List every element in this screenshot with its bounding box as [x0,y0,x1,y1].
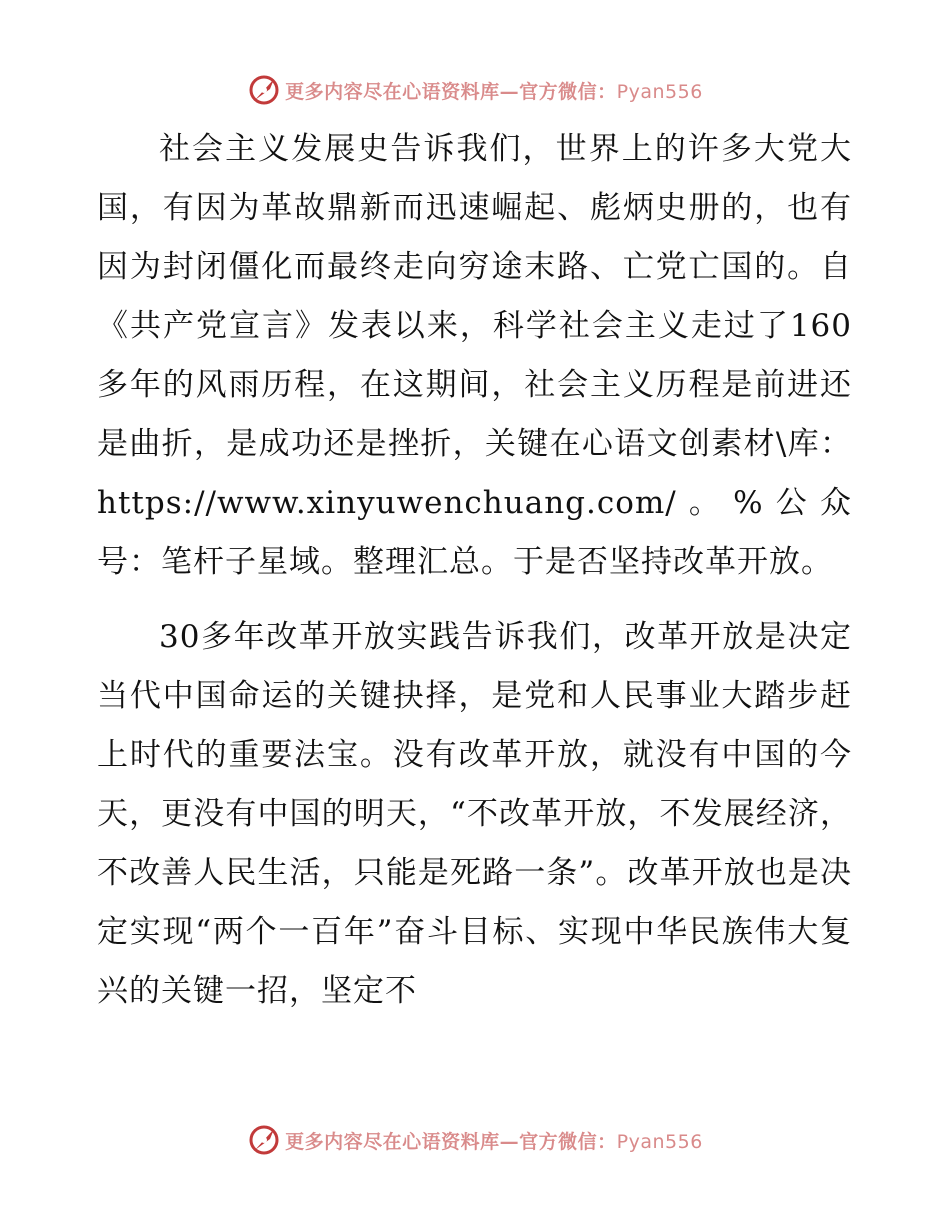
header-banner [0,70,950,110]
banner-text: 更多内容尽在心语资料库—官方微信：Pyan556 [285,80,703,103]
paragraph-2: 30多年改革开放实践告诉我们，改革开放是决定当代中国命运的关键抉择，是党和人民事业大踏步赶上时代的重要法宝。没有改革开放，就没有中国的今天，更没有中国的明天，“不改革开放，不发展经济，不改善人民生活，只能是死路一条”。改革开放也是决定实现“两个一百年”奋斗目标、实现中华民族伟大复兴的关键一招，坚定不 [97,619,852,1009]
quill-logo-icon [247,73,281,107]
banner-wechat-id: Pyan556 [616,1130,703,1153]
quill-logo-icon [247,1123,281,1157]
paragraph-1: 社会主义发展史告诉我们，世界上的许多大党大国，有因为革故鼎新而迅速崛起、彪炳史册的，也有因为封闭僵化而最终走向穷途末路、亡党亡国的。自《共产党宣言》发表以来，科学社会主义走过了160多年的风雨历程，在这期间，社会主义历程是前进还是曲折，是成功还是挫折，关键在心语文创素材\库：https://www.xinyuwenchuang.com/。%公众号：笔杆子星域。整理汇总。于是否坚持改革开放。 [97,131,852,580]
banner-wechat-id: Pyan556 [616,80,703,103]
footer-banner [0,1120,950,1160]
banner-text: 更多内容尽在心语资料库—官方微信：Pyan556 [285,1130,703,1153]
document-body [97,120,852,1021]
